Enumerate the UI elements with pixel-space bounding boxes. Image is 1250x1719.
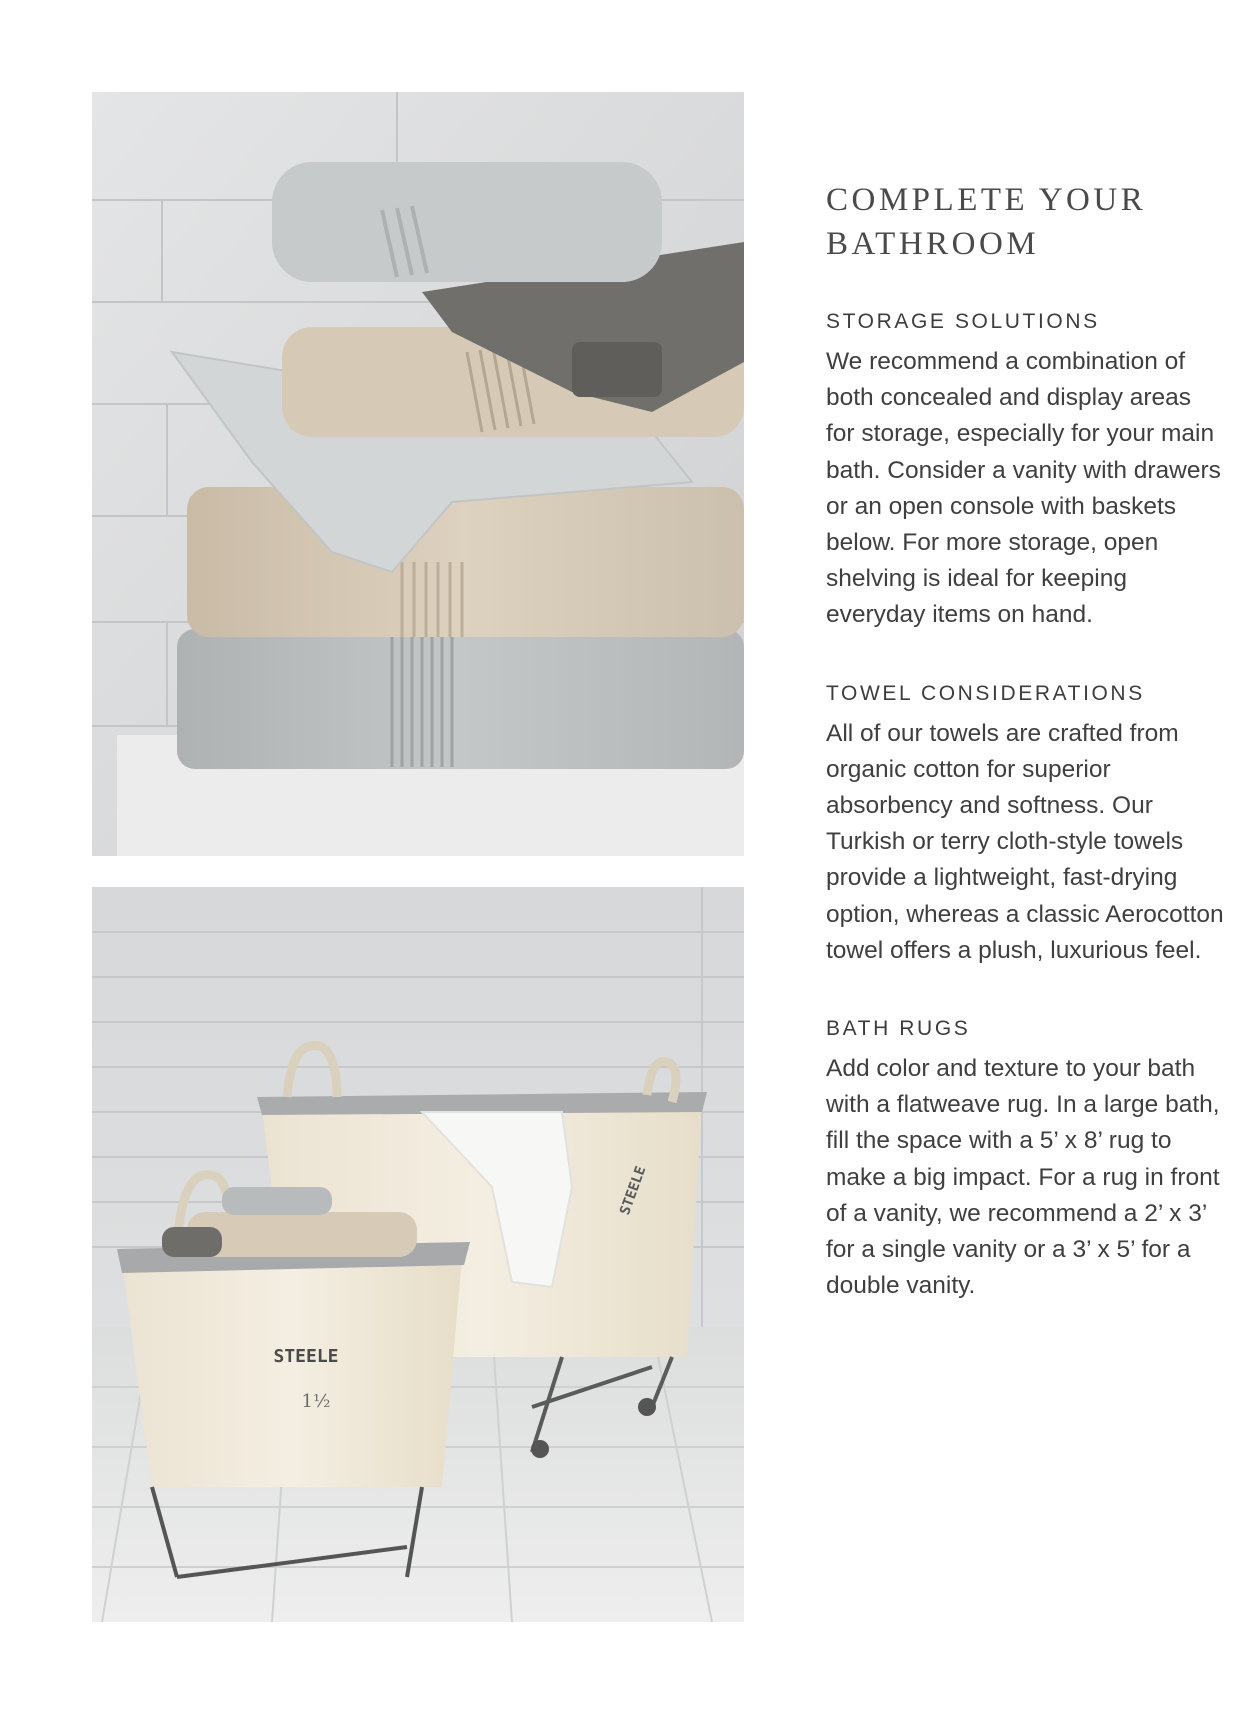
stacked-towels-photo [92,92,744,856]
section-storage-solutions [826,310,1226,634]
content-column [826,178,1226,1352]
section-body: Add color and texture to your bath with a flatweave rug. In a large bath, fill the space with a 5’ x 8’ rug to make a big impact. For a rug in front of a vanity, we recommend a 2’ x 3’ for a single vanity or a 3’ x 5’ for a double vanity. [826,1055,1220,1300]
section-title: BATH RUGS [826,1017,971,1041]
canvas-baskets-photo [92,887,744,1622]
basket-size: 1½ [301,1391,331,1412]
basket-label-back: STEELE [617,1164,650,1218]
page-title: COMPLETE YOUR BATHROOM [826,182,1147,262]
section-body: All of our towels are crafted from organic cotton for superior absorbency and softness. Our Turkish or terry cloth-style towels provide a lightweight, fast-drying option, whereas a classic Aerocotton towel offers a plush, luxurious feel. [826,719,1224,964]
section-title: STORAGE SOLUTIONS [826,310,1100,333]
section-bath-rugs [826,1017,1226,1304]
section-towel-considerations [826,682,1226,969]
basket-label: STEELE [273,1346,339,1367]
section-body: We recommend a combination of both concealed and display areas for storage, especially for your main bath. Consider a vanity with drawers or an open console with baskets below. For more storage, open shelving is ideal for keeping everyday items on hand. [826,348,1221,629]
section-title: TOWEL CONSIDERATIONS [826,681,1145,705]
